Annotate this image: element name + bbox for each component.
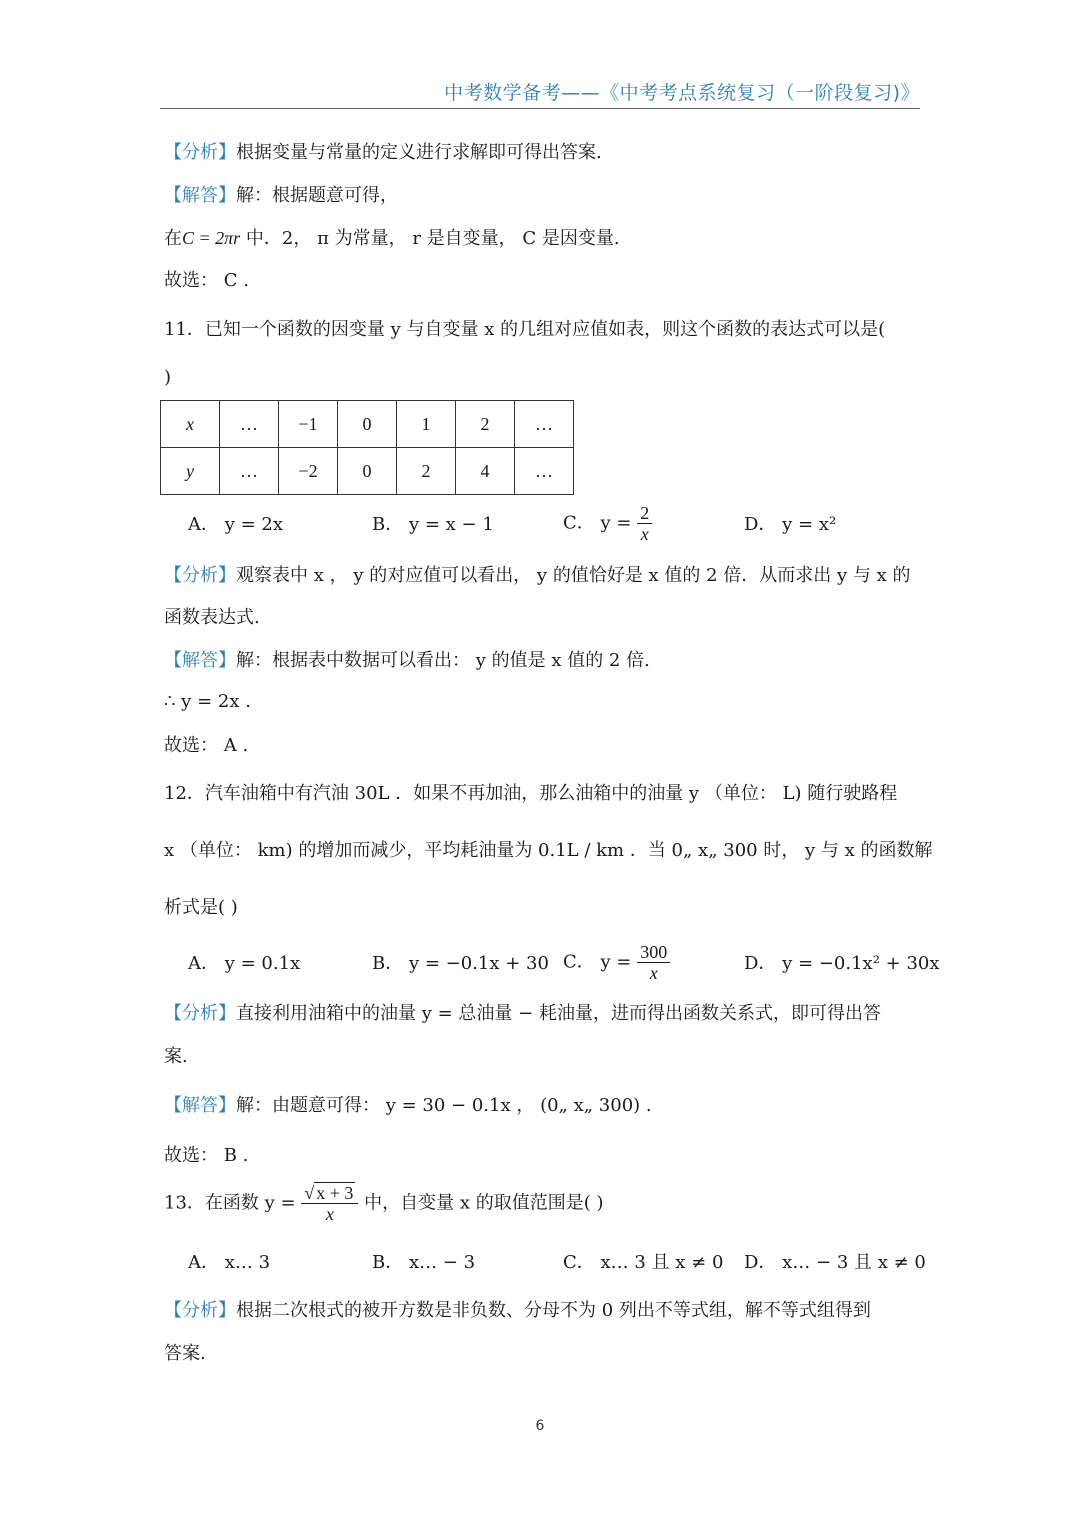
table-cell: y — [161, 448, 220, 495]
q11-analysis-line1: 观察表中 x ， y 的对应值可以看出， y 的值恰好是 x 值的 2 倍．从而求出 y 与 x 的 — [236, 565, 911, 586]
table-cell: … — [220, 448, 279, 495]
table-cell: −2 — [279, 448, 338, 495]
q11-answer — [164, 649, 650, 673]
fraction-numerator: 300 — [637, 942, 670, 963]
fraction-numerator: 2 — [637, 503, 652, 524]
q11-option-b: B． y = x − 1 — [372, 514, 494, 535]
answer-tag: 【解答】 — [164, 650, 236, 671]
q13-fraction — [301, 1183, 358, 1224]
q10-answer-text: 解：根据题意可得， — [236, 185, 398, 206]
fraction-denominator: x — [649, 963, 658, 983]
answer-tag: 【解答】 — [164, 185, 236, 206]
analysis-tag: 【分析】 — [164, 565, 236, 586]
q13-analysis-line2: 答案. — [164, 1343, 206, 1364]
fraction-numerator: √ x + 3 — [301, 1183, 358, 1204]
q13-stem — [164, 1183, 603, 1224]
header-title: 中考数学备考——《中考考点系统复习（一阶段复习)》 — [444, 82, 920, 104]
q10-formula: C = 2πr — [182, 228, 241, 248]
q11-answer-text: 解：根据表中数据可以看出： y 的值是 x 值的 2 倍. — [236, 650, 650, 671]
table-cell: 4 — [456, 448, 515, 495]
table-cell: … — [220, 401, 279, 448]
table-cell: 0 — [338, 448, 397, 495]
analysis-tag: 【分析】 — [164, 1300, 236, 1321]
q13-radicand: x + 3 — [316, 1183, 354, 1203]
q13-stem-post: 中，自变量 x 的取值范围是( ) — [358, 1192, 604, 1214]
q12-answer — [164, 1094, 652, 1118]
q10-explanation — [164, 226, 620, 251]
q12-option-b: B． y = −0.1x + 30 — [372, 953, 549, 974]
q12-choose: 故选： B . — [164, 1145, 249, 1166]
analysis-tag: 【分析】 — [164, 142, 236, 163]
q11-option-c-label: C． y = — [563, 512, 632, 534]
table-cell: −1 — [279, 401, 338, 448]
analysis-tag: 【分析】 — [164, 1003, 236, 1024]
q13-option-b: B． x… − 3 — [372, 1252, 476, 1273]
q11-option-d: D． y = x² — [744, 514, 837, 535]
q12-stem-line3: 析式是( ) — [164, 897, 238, 918]
q12-analysis-line1: 直接利用油箱中的油量 y = 总油量 − 耗油量，进而得出函数关系式，即可得出答 — [236, 1003, 881, 1024]
table-row-x — [161, 401, 574, 448]
q12-answer-text: 解：由题意可得： y = 30 − 0.1x ， (0„ x„ 300) . — [236, 1095, 652, 1116]
table-cell: 2 — [456, 401, 515, 448]
q12-option-d: D． y = −0.1x² + 30x — [744, 953, 940, 974]
q12-option-c-label: C． y = — [563, 951, 632, 973]
fraction-denominator: x — [640, 524, 649, 544]
q11-option-a: A． y = 2x — [188, 514, 284, 535]
q12-analysis — [164, 1002, 881, 1026]
q11-analysis-line2: 函数表达式. — [164, 607, 260, 628]
q12-stem-line2: x （单位： km) 的增加而减少，平均耗油量为 0.1L / km ．当 0„ x„ 300 时， y 与 x 的函数解 — [164, 840, 933, 861]
fraction — [637, 503, 652, 544]
q10-answer — [164, 184, 398, 208]
q13-analysis-line1: 根据二次根式的被开方数是非负数、分母不为 0 列出不等式组，解不等式组得到 — [236, 1300, 871, 1321]
table-cell: … — [515, 448, 574, 495]
answer-tag: 【解答】 — [164, 1095, 236, 1116]
q11-analysis — [164, 564, 911, 588]
q13-analysis — [164, 1299, 871, 1323]
fraction-denominator: x — [325, 1204, 334, 1224]
q13-option-a: A． x… 3 — [188, 1252, 271, 1273]
q12-option-c — [563, 942, 670, 983]
q11-result: ∴ y = 2x . — [164, 691, 251, 712]
q13-stem-pre: 13．在函数 y = — [164, 1192, 296, 1214]
q13-option-d: D． x… − 3 且 x ≠ 0 — [744, 1252, 926, 1273]
table-row-y — [161, 448, 574, 495]
table-cell: 1 — [397, 401, 456, 448]
q11-choose: 故选： A . — [164, 735, 249, 756]
table-cell: 2 — [397, 448, 456, 495]
q12-option-a: A． y = 0.1x — [188, 953, 301, 974]
q10-line-pre: 在 — [164, 228, 182, 249]
q10-choose: 故选： C . — [164, 270, 249, 291]
q12-stem-line1: 12．汽车油箱中有汽油 30L ．如果不再加油，那么油箱中的油量 y （单位： L) 随行驶路程 — [164, 783, 898, 804]
q13-option-c: C． x… 3 且 x ≠ 0 — [563, 1252, 724, 1273]
table-cell: x — [161, 401, 220, 448]
q11-stem-line1: 11．已知一个函数的因变量 y 与自变量 x 的几组对应值如表，则这个函数的表达式可以是( — [164, 319, 886, 340]
page-number: 6 — [535, 1418, 545, 1434]
table-cell: 0 — [338, 401, 397, 448]
table-cell: … — [515, 401, 574, 448]
q12-analysis-line2: 案. — [164, 1046, 188, 1067]
q11-value-table — [160, 400, 574, 495]
q10-analysis-text: 根据变量与常量的定义进行求解即可得出答案. — [236, 142, 602, 163]
q11-option-c — [563, 503, 652, 544]
q10-line-post: 中．2， π 为常量， r 是自变量， C 是因变量. — [240, 228, 620, 249]
header-divider — [160, 108, 920, 109]
fraction — [637, 942, 670, 983]
q11-stem-line2: ) — [164, 367, 172, 388]
q10-analysis — [164, 141, 602, 165]
